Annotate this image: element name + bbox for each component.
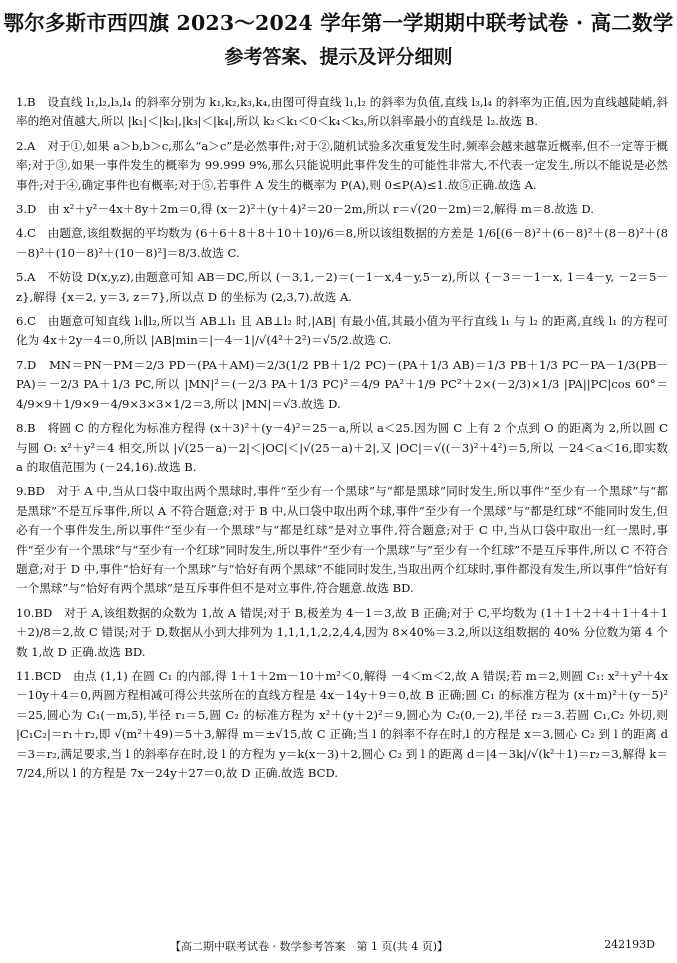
answer-number: 1.B bbox=[16, 95, 36, 109]
answer-text: 由题意,该组数据的平均数为 (6＋6＋8＋8＋10＋10)/6＝8,所以该组数据的方差是 1/6[(6－8)²＋(6－8)²＋(8－8)²＋(8－8)²＋(10－8)²＋(10－8)²]＝8/3.故选 C. bbox=[16, 226, 668, 260]
answer-text: 由题意可知直线 l₁∥l₂,所以当 AB⊥l₁ 且 AB⊥l₂ 时,|AB| 有最小值,其最小值为平行直线 l₁ 与 l₂ 的距离,直线 l₁ 的方程可化为 4x＋2y－4＝0,所以 |AB|min＝|－4－1|/√(4²＋2²)＝√5/2.故选 C. bbox=[16, 314, 668, 348]
footer-code: 242193D bbox=[604, 938, 655, 951]
document-subtitle: 参考答案、提示及评分细则 bbox=[224, 46, 453, 68]
answer-text: 将圆 C 的方程化为标准方程得 (x＋3)²＋(y－4)²＝25－a,所以 a＜25.因为圆 C 上有 2 个点到 O 的距离为 2,所以圆 C 与圆 O: x²＋y²＝4 相交,所以 |√(25－a)－2|＜|OC|＜|√(25－a)＋2|,又 |OC|＝√((－3)²＋4²)＝5,所以 －24＜a＜16,即实数 a 的取值范围为 (－24,16).故选 B. bbox=[16, 421, 668, 474]
answer-number: 7.D bbox=[16, 357, 37, 372]
answer-number: 3.D bbox=[16, 202, 37, 217]
answer-text: MN＝PN－PM＝2/3 PD－(PA＋AM)＝2/3(1/2 PB＋1/2 PC)－(PA＋1/3 AB)＝1/3 PB＋1/3 PC－PA－1/3(PB－PA)＝－2/3 PA＋1/3 PC,所以 |MN|²＝(－2/3 PA＋1/3 PC)²＝4/9 PA²＋1/9 PC²＋2×(－2/3)×1/3 |PA||PC|cos 60°＝4/9×9＋1/9×9－4/9×3×3×1/2＝3,所以 |MN|＝√3.故选 D. bbox=[16, 357, 668, 411]
answer-number: 11.BCD bbox=[16, 668, 62, 683]
answer-number: 5.A bbox=[16, 270, 36, 285]
answer-9 bbox=[16, 482, 668, 598]
answer-list bbox=[16, 93, 668, 788]
answer-11 bbox=[16, 667, 668, 783]
document-title: 鄂尔多斯市西四旗 2023～2024 学年第一学期期中联考试卷 · 高二数学 bbox=[3, 11, 674, 35]
answer-number: 4.C bbox=[16, 226, 36, 241]
answer-text: 对于 A,该组数据的众数为 1,故 A 错误;对于 B,极差为 4－1＝3,故 B 正确;对于 C,平均数为 (1＋1＋2＋4＋1＋4＋1＋2)/8＝2,故 C 错误;对于 D,数据从小到大排列为 1,1,1,1,2,2,4,4,因为 8×40%＝3.2,所以这组数据的 40% 分位数为第 4 个数 1,故 D 正确.故选 BD. bbox=[16, 605, 668, 659]
answer-text: 由点 (1,1) 在圆 C₁ 的内部,得 1＋1＋2m－10＋m²＜0,解得 －4＜m＜2,故 A 错误;若 m＝2,则圆 C₁: x²＋y²＋4x－10y＋4＝0,两圆方程相减可得公共弦所在的直线方程是 4x－14y＋9＝0,故 B 正确;圆 C₁ 的标准方程为 (x＋m)²＋(y－5)²＝25,圆心为 C₁(－m,5),半径 r₁＝5,圆 C₂ 的标准方程为 x²＋(y＋2)²＝9,圆心为 C₂(0,－2),半径 r₂＝3.若圆 C₁,C₂ 外切,则 |C₁C₂|＝r₁＋r₂,即 √(m²＋49)＝5＋3,解得 m＝±√15,故 C 正确;当 l 的斜率不存在时,l 的方程是 x＝3,圆心 C₂ 到 l 的距离 d＝3＝r₂,满足要求,当 l 的斜率存在时,设 l 的方程为 y＝k(x－3)＋2,圆心 C₂ 到 l 的距离 d＝|4－3k|/√(k²＋1)＝r₂＝3,解得 k＝7/24,所以 l 的方程是 7x－24y＋27＝0,故 D 正确.故选 BCD. bbox=[16, 668, 668, 780]
answer-4 bbox=[16, 224, 668, 263]
answer-5 bbox=[16, 268, 668, 307]
answer-number: 2.A bbox=[16, 138, 36, 153]
answer-2 bbox=[16, 137, 668, 195]
answer-6 bbox=[16, 312, 668, 351]
answer-1 bbox=[16, 93, 668, 132]
answer-10 bbox=[16, 604, 668, 662]
answer-number: 6.C bbox=[16, 314, 36, 329]
answer-3 bbox=[16, 200, 668, 219]
answer-number: 8.B bbox=[16, 421, 36, 436]
answer-8 bbox=[16, 419, 668, 477]
answer-text: 不妨设 D(x,y,z),由题意可知 AB＝DC,所以 (－3,1,－2)＝(－1－x,4－y,5－z),所以 {－3＝－1－x, 1＝4－y, －2＝5－z},解得 {x＝2, y＝3, z＝7},所以点 D 的坐标为 (2,3,7).故选 A. bbox=[16, 270, 668, 304]
answer-number: 9.BD bbox=[16, 484, 45, 499]
answer-text: 对于①,如果 a＞b,b＞c,那么“a＞c”是必然事件;对于②,随机试验多次重复发生时,频率会越来越靠近概率,但不一定等于概率;对于③,如果一事件发生的概率为 99.999 9%,那么只能说明此事件发生的可能性非常大,不代表一定发生,所以不能说是必然事件;对于④,确定事件也有概率;对于⑤,若事件 A 发生的概率为 P(A),则 0≤P(A)≤1.故⑤正确.故选 A. bbox=[16, 138, 668, 192]
answer-7 bbox=[16, 356, 668, 414]
answer-text: 对于 A 中,当从口袋中取出两个黑球时,事件“至少有一个黑球”与“都是黑球”同时发生,所以事件“至少有一个黑球”与“都是黑球”不是互斥事件,所以 A 不符合题意;对于 B 中,从口袋中取出两个球,事件“至少有一个黑球”与“都是红球”不能同时发生,但必有一个事件发生,所以事件“至少有一个黑球”与“都是红球”是对立事件,符合题意;对于 C 中,当从口袋中取出一红一黑时,事件“至少有一个黑球”与“至少有一个红球”同时发生,所以事件“至少有一个黑球”与“至少有一个红球”不是互斥事件,所以 C 不符合题意;对于 D 中,事件“恰好有一个黑球”与“恰好有两个黑球”不能同时发生,当取出两个红球时,事件都没有发生,所以事件“恰好有一个黑球”与“恰好有两个黑球”是互斥事件但不是对立事件,符合题意.故选 BD. bbox=[16, 484, 668, 596]
footer-page-info: 【高二期中联考试卷 · 数学参考答案 第 1 页(共 4 页)】 bbox=[170, 940, 449, 953]
answer-text: 设直线 l₁,l₂,l₃,l₄ 的斜率分别为 k₁,k₂,k₃,k₄,由图可得直线 l₁,l₂ 的斜率为负值,直线 l₃,l₄ 的斜率为正值,因为直线越陡峭,斜率的绝对值越大,所以 |k₁|＜|k₂|,|k₃|＜|k₄|,所以 k₂＜k₁＜0＜k₄＜k₃,所以斜率最小的直线是 l₂.故选 B. bbox=[16, 95, 668, 129]
answer-text: 由 x²＋y²－4x＋8y＋2m＝0,得 (x－2)²＋(y＋4)²＝20－2m,所以 r＝√(20－2m)＝2,解得 m＝8.故选 D. bbox=[47, 202, 594, 217]
answer-number: 10.BD bbox=[16, 605, 53, 620]
